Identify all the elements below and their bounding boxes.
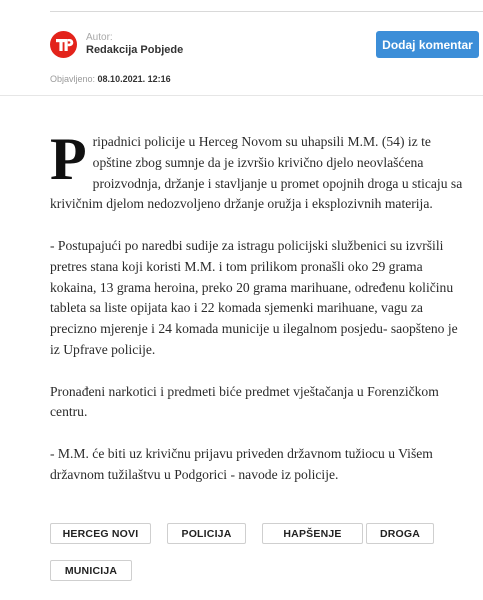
tag-hapsenje[interactable]: HAPŠENJE	[262, 523, 363, 544]
article-paragraph: Pronađeni narkotici i predmeti biće predmet vještačanja u Forenzičkom centru.	[50, 383, 439, 420]
article-paragraph: - Postupajući po naredbi sudije za istragu policijski službenici su izvršili pretres stana koji koristi M.M. i tom prilikom pronašli oko 29 grama kokaina, 13 grama heroina, preko 20 grama marihuane, određenu količinu tableta sa liste opijata kao i 22 komada sjemenki marihuane, vagu za precizno mjerenje i 24 komada municije u ilegalnom posjedu- saopšteno je iz Upfrave policije.	[50, 237, 458, 357]
article-paragraph: - M.M. će biti uz krivičnu prijavu priveden državnom tužiocu u Višem državnom tužilaštvu u Podgorici - navode iz policije.	[50, 445, 433, 482]
pobjeda-logo-icon	[50, 31, 77, 58]
published-info	[50, 74, 171, 84]
tag-herceg-novi[interactable]: HERCEG NOVI	[50, 523, 151, 544]
author-block	[50, 31, 183, 58]
add-comment-button[interactable]: Dodaj komentar	[376, 31, 479, 58]
article-body	[50, 126, 470, 506]
published-date: 08.10.2021. 12:16	[97, 74, 171, 84]
tag-policija[interactable]: POLICIJA	[167, 523, 246, 544]
article-paragraph: Pripadnici policije u Herceg Novom su uhapsili M.M. (54) iz te opštine zbog sumnje da je izvršio krivično djelo neovlašćena proizvodnja, držanje i stavljanje u promet opojnih droga u sticaju sa krivičnim djelom nedozvoljeno držanje oružja i eksplozivnih materija.	[50, 126, 463, 212]
header-divider	[0, 95, 483, 96]
top-divider	[50, 11, 483, 12]
tag-municija[interactable]: MUNICIJA	[50, 560, 132, 581]
author-name[interactable]: Redakcija Pobjede	[86, 44, 184, 57]
author-label: Autor:	[86, 31, 113, 43]
published-label: Objavljeno:	[50, 74, 96, 84]
tag-droga[interactable]: DROGA	[366, 523, 434, 544]
